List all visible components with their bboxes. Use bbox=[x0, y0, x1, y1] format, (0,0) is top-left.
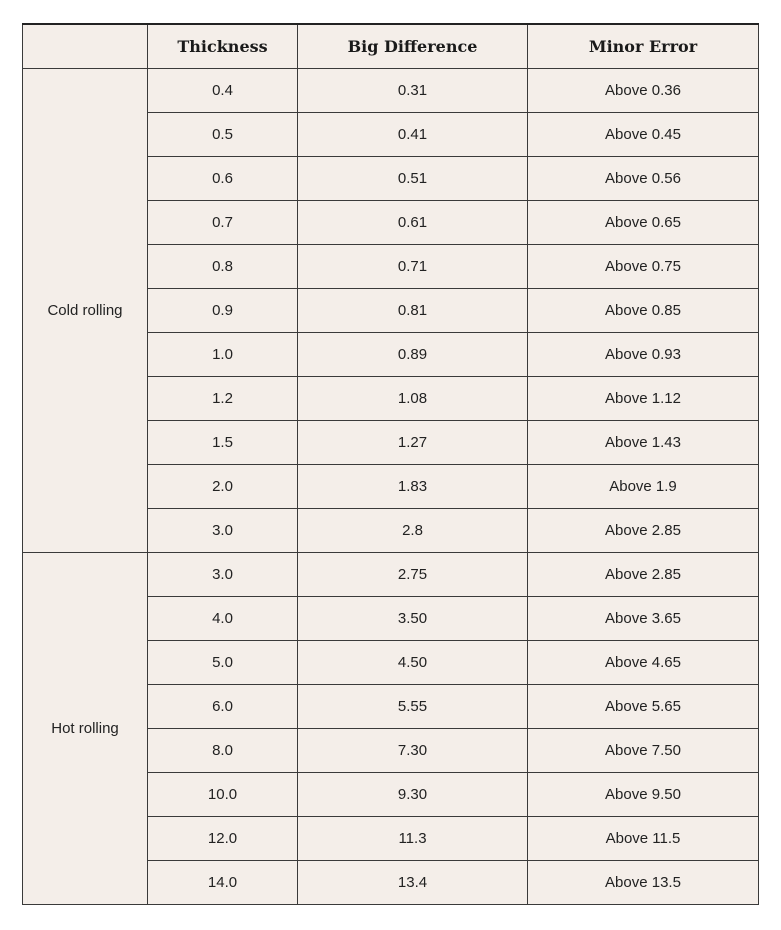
cell-rolling-type: Hot rolling bbox=[23, 553, 148, 905]
cell-minor-error: Above 1.12 bbox=[528, 377, 759, 421]
cell-big-difference: 13.4 bbox=[298, 861, 528, 905]
cell-thickness: 0.4 bbox=[148, 69, 298, 113]
cell-big-difference: 7.30 bbox=[298, 729, 528, 773]
cell-minor-error: Above 0.75 bbox=[528, 245, 759, 289]
cell-thickness: 1.5 bbox=[148, 421, 298, 465]
cell-big-difference: 2.8 bbox=[298, 509, 528, 553]
cell-thickness: 3.0 bbox=[148, 509, 298, 553]
cell-minor-error: Above 0.85 bbox=[528, 289, 759, 333]
cell-thickness: 2.0 bbox=[148, 465, 298, 509]
cell-thickness: 1.0 bbox=[148, 333, 298, 377]
cell-minor-error: Above 1.9 bbox=[528, 465, 759, 509]
cell-minor-error: Above 1.43 bbox=[528, 421, 759, 465]
cell-minor-error: Above 4.65 bbox=[528, 641, 759, 685]
header-row bbox=[23, 24, 759, 69]
cell-thickness: 0.6 bbox=[148, 157, 298, 201]
cell-minor-error: Above 13.5 bbox=[528, 861, 759, 905]
header-minor-error: Minor Error bbox=[528, 24, 759, 69]
cell-minor-error: Above 0.65 bbox=[528, 201, 759, 245]
thickness-tolerance-table bbox=[22, 23, 759, 905]
cell-thickness: 10.0 bbox=[148, 773, 298, 817]
cell-thickness: 0.8 bbox=[148, 245, 298, 289]
cell-big-difference: 0.31 bbox=[298, 69, 528, 113]
cell-minor-error: Above 3.65 bbox=[528, 597, 759, 641]
cell-minor-error: Above 0.36 bbox=[528, 69, 759, 113]
cell-thickness: 0.7 bbox=[148, 201, 298, 245]
cell-minor-error: Above 11.5 bbox=[528, 817, 759, 861]
cell-big-difference: 3.50 bbox=[298, 597, 528, 641]
cell-big-difference: 1.83 bbox=[298, 465, 528, 509]
cell-big-difference: 0.89 bbox=[298, 333, 528, 377]
header-thickness: Thickness bbox=[148, 24, 298, 69]
cell-big-difference: 1.08 bbox=[298, 377, 528, 421]
cell-minor-error: Above 9.50 bbox=[528, 773, 759, 817]
cell-big-difference: 2.75 bbox=[298, 553, 528, 597]
table-row bbox=[23, 553, 759, 597]
cell-thickness: 8.0 bbox=[148, 729, 298, 773]
cell-minor-error: Above 2.85 bbox=[528, 553, 759, 597]
cell-minor-error: Above 0.93 bbox=[528, 333, 759, 377]
cell-big-difference: 0.71 bbox=[298, 245, 528, 289]
cell-thickness: 0.5 bbox=[148, 113, 298, 157]
cell-big-difference: 0.61 bbox=[298, 201, 528, 245]
cell-thickness: 5.0 bbox=[148, 641, 298, 685]
cell-big-difference: 5.55 bbox=[298, 685, 528, 729]
table-row bbox=[23, 69, 759, 113]
cell-minor-error: Above 0.45 bbox=[528, 113, 759, 157]
cell-thickness: 0.9 bbox=[148, 289, 298, 333]
cell-big-difference: 1.27 bbox=[298, 421, 528, 465]
header-group bbox=[23, 24, 148, 69]
table-body bbox=[23, 69, 759, 905]
cell-minor-error: Above 2.85 bbox=[528, 509, 759, 553]
cell-rolling-type: Cold rolling bbox=[23, 69, 148, 553]
cell-big-difference: 11.3 bbox=[298, 817, 528, 861]
cell-minor-error: Above 5.65 bbox=[528, 685, 759, 729]
cell-thickness: 12.0 bbox=[148, 817, 298, 861]
cell-minor-error: Above 0.56 bbox=[528, 157, 759, 201]
cell-thickness: 1.2 bbox=[148, 377, 298, 421]
cell-big-difference: 0.41 bbox=[298, 113, 528, 157]
cell-big-difference: 0.51 bbox=[298, 157, 528, 201]
cell-big-difference: 4.50 bbox=[298, 641, 528, 685]
cell-thickness: 3.0 bbox=[148, 553, 298, 597]
cell-big-difference: 0.81 bbox=[298, 289, 528, 333]
cell-big-difference: 9.30 bbox=[298, 773, 528, 817]
cell-thickness: 14.0 bbox=[148, 861, 298, 905]
header-big-difference: Big Difference bbox=[298, 24, 528, 69]
cell-minor-error: Above 7.50 bbox=[528, 729, 759, 773]
cell-thickness: 6.0 bbox=[148, 685, 298, 729]
cell-thickness: 4.0 bbox=[148, 597, 298, 641]
